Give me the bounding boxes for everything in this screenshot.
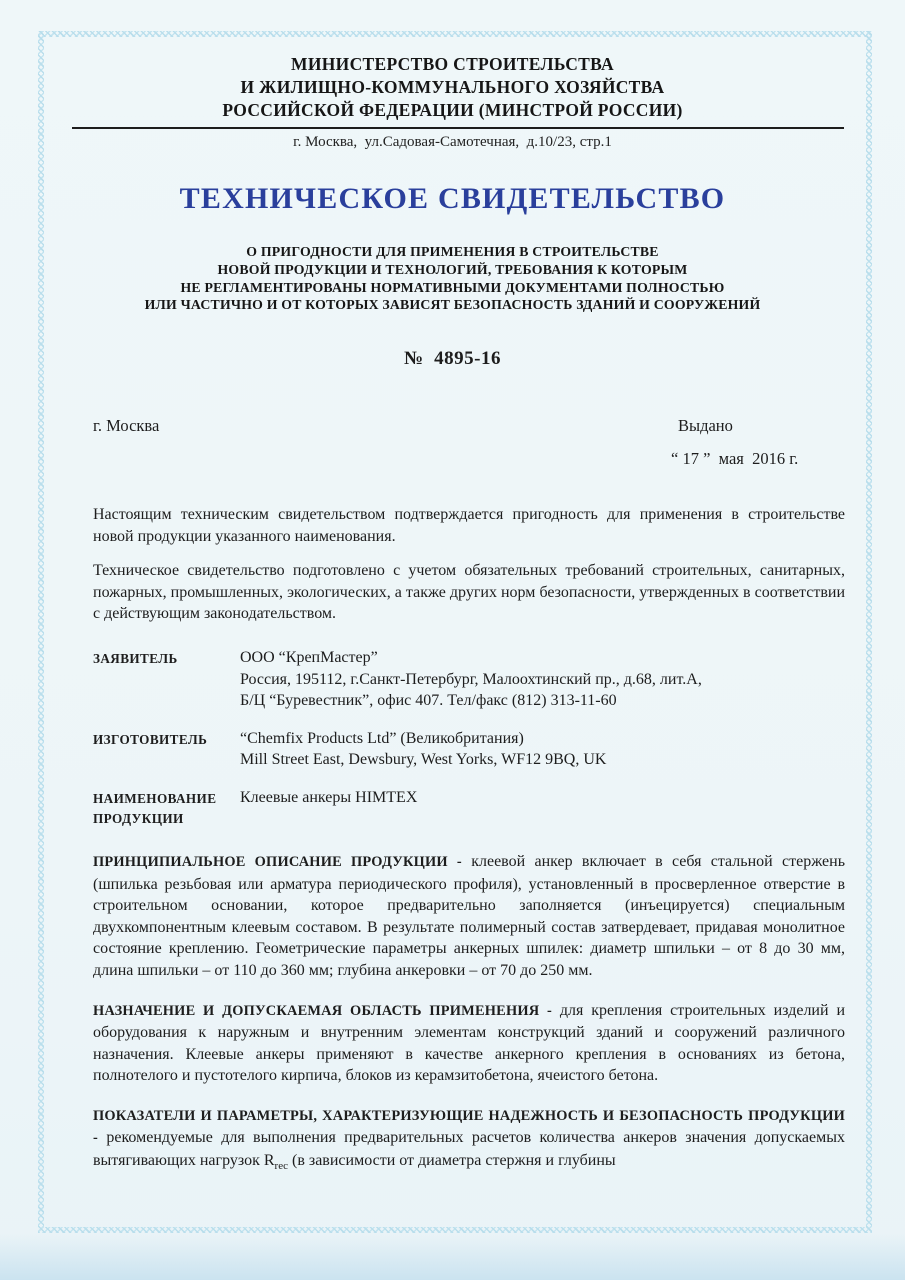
document-body [93, 504, 845, 1234]
subtitle-line-1: О ПРИГОДНОСТИ ДЛЯ ПРИМЕНЕНИЯ В СТРОИТЕЛЬСТВЕ [246, 244, 659, 259]
intro-paragraph-2: Техническое свидетельство подготовлено с учетом обязательных требований строительных, санитарных, пожарных, промышленных, экологических, а также других норм безопасности, утвержденных в соответствии с действующим законодательством. [93, 562, 845, 623]
certificate-number: № 4895-16 [404, 348, 501, 369]
product-name-line-1: Клеевые анкеры HIMTEX [240, 788, 418, 806]
section-product-description-lead: ПРИНЦИПИАЛЬНОЕ ОПИСАНИЕ ПРОДУКЦИИ - [93, 853, 462, 870]
subtitle-line-4: ИЛИ ЧАСТИЧНО И ОТ КОТОРЫХ ЗАВИСЯТ БЕЗОПАСНОСТЬ ЗДАНИЙ И СООРУЖЕНИЙ [144, 297, 761, 313]
issue-city: г. Москва [93, 416, 160, 435]
field-applicant [93, 647, 845, 712]
issued-label: Выдано [678, 416, 733, 435]
applicant-line-2: Россия, 195112, г.Санкт-Петербург, Малоохтинский пр., д.68, лит.А, [240, 670, 702, 688]
field-product-name-value [240, 787, 845, 829]
ministry-line-3: РОССИЙСКОЙ ФЕДЕРАЦИИ (МИНСТРОЙ РОССИИ) [222, 100, 683, 120]
field-manufacturer-value [240, 728, 845, 771]
subtitle-line-3: НЕ РЕГЛАМЕНТИРОВАНЫ НОРМАТИВНЫМИ ДОКУМЕНТАМИ ПОЛНОСТЬЮ [180, 279, 725, 295]
section-reliability-parameters-lead: ПОКАЗАТЕЛИ И ПАРАМЕТРЫ, ХАРАКТЕРИЗУЮЩИЕ НАДЕЖНОСТЬ И БЕЗОПАСНОСТЬ ПРОДУКЦИИ - [93, 1107, 845, 1147]
field-product-name-label: НАИМЕНОВАНИЕ ПРОДУКЦИИ [93, 790, 217, 826]
applicant-line-1: ООО “КрепМастер” [240, 648, 378, 666]
section-product-description [93, 851, 845, 982]
field-applicant-value [240, 647, 845, 712]
ministry-header [0, 53, 905, 122]
ministry-address: г. Москва, ул.Садовая-Самотечная, д.10/23, стр.1 [293, 134, 612, 150]
r-symbol: R [263, 1152, 275, 1170]
field-applicant-label: ЗАЯВИТЕЛЬ [93, 650, 178, 666]
r-subscript: rec [274, 1160, 288, 1173]
manufacturer-line-2: Mill Street East, Dewsbury, West Yorks, WF12 9BQ, UK [240, 751, 607, 769]
r-rec-symbol [263, 1152, 288, 1173]
intro-paragraph-1: Настоящим техническим свидетельством подтверждается пригодность для применения в строительстве новой продукции указанного наименования. [93, 506, 845, 545]
section-product-description-text: клеевой анкер включает в себя стальной стержень (шпилька резьбовая или арматура периодического профиля), установленный в просверленное отверстие в строительном основании, которое предварительно заполняется (инъецируется) специальным двухкомпонентным клеевым составом. В результате полимерный состав затвердевает, придавая монолитное состояние креплению. Геометрические параметры анкерных шпилек: диаметр шпильки – от 8 до 30 мм, длина шпильки – от 110 до 360 мм; глубина анкеровки – от 70 до 250 мм. [93, 852, 845, 979]
subtitle-line-2: НОВОЙ ПРОДУКЦИИ И ТЕХНОЛОГИЙ, ТРЕБОВАНИЯ К КОТОРЫМ [217, 261, 688, 277]
document-subtitle [0, 243, 905, 314]
document-title: ТЕХНИЧЕСКОЕ СВИДЕТЕЛЬСТВО [179, 182, 726, 215]
issued-date: “ 17 ” мая 2016 г. [671, 449, 799, 468]
manufacturer-line-1: “Chemfix Products Ltd” (Великобритания) [240, 729, 524, 747]
ministry-line-1: МИНИСТЕРСТВО СТРОИТЕЛЬСТВА [291, 54, 614, 74]
scan-bottom-shadow [0, 1234, 905, 1280]
section-reliability-parameters [93, 1105, 845, 1172]
section-application-scope-lead: НАЗНАЧЕНИЕ И ДОПУСКАЕМАЯ ОБЛАСТЬ ПРИМЕНЕНИЯ - [93, 1002, 553, 1019]
decorative-border-top [38, 31, 872, 37]
field-manufacturer [93, 728, 845, 771]
ministry-line-2: И ЖИЛИЩНО-КОММУНАЛЬНОГО ХОЗЯЙСТВА [240, 77, 665, 97]
section-application-scope [93, 1000, 845, 1087]
field-product-name [93, 787, 845, 829]
section-application-scope-text: для крепления строительных изделий и оборудования к наружным и внутренним элементам конструкций зданий и сооружений различного назначения. Клеевые анкеры применяют в качестве анкерного крепления в основаниях из бетона, полнотелого и пустотелого кирпича, блоков из керамзитобетона, ячеистого бетона. [93, 1001, 845, 1085]
section-reliability-parameters-text-post: (в зависимости от диаметра стержня и глубины [287, 1152, 616, 1170]
section-reliability-parameters-text-pre: рекомендуемые для выполнения предварительных расчетов количества анкеров значения допускаемых вытягивающих нагрузок [93, 1129, 845, 1170]
field-manufacturer-label: ИЗГОТОВИТЕЛЬ [93, 731, 208, 747]
applicant-line-3: Б/Ц “Буревестник”, офис 407. Тел/факс (812) 313-11-60 [240, 692, 617, 710]
header-divider-line [72, 127, 844, 129]
